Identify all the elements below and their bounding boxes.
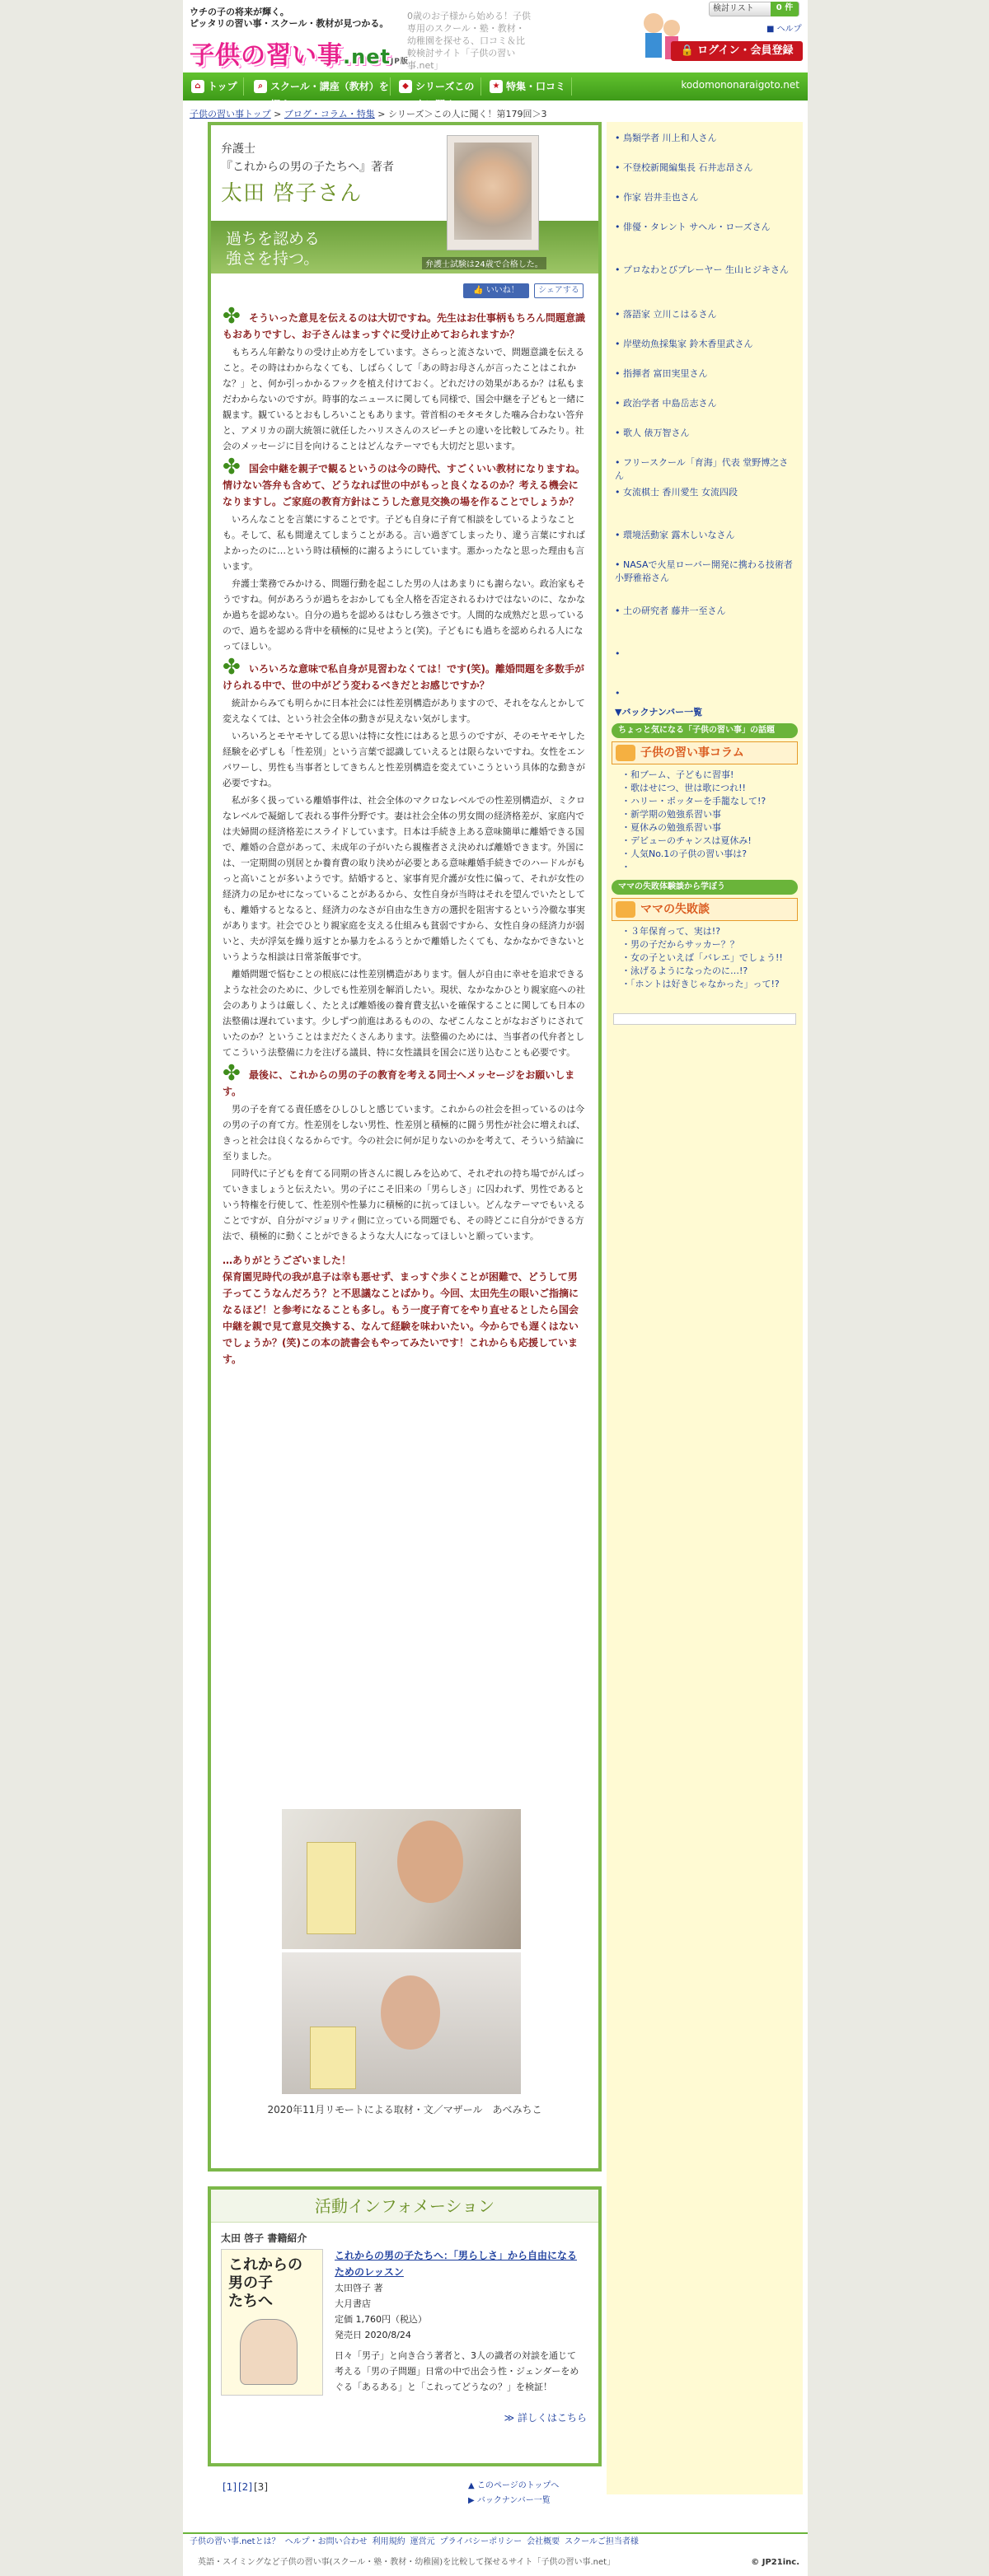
book-in-photo — [310, 2027, 356, 2089]
column-link[interactable]: ・ 新学期の勉強系習い事 — [621, 809, 794, 820]
column-link[interactable] — [621, 862, 794, 873]
mama-link[interactable]: ・ ３年保育って、実は!? — [621, 926, 794, 937]
question-3 — [223, 655, 587, 694]
book-cover-title — [228, 2256, 302, 2311]
help-label: ヘルプ — [776, 25, 802, 34]
nav-features[interactable] — [485, 77, 572, 96]
profile-name: 太田 啓子さん — [221, 181, 363, 206]
footer-description: 英語・スイミングなど子供の習い事(スクール・塾・教材・幼稚園)を比較して探せるサイト「子供の習い事.net」 — [198, 2558, 616, 2567]
sidebar-banner-slot — [613, 1013, 796, 1025]
cover-line: たちへ — [228, 2293, 273, 2310]
interview-photo-1 — [282, 1809, 521, 1949]
mama-icon — [616, 901, 635, 918]
sidebar-link[interactable]: • 作家 岩井圭也さん — [615, 191, 796, 204]
back-number-list-link[interactable]: ▼バックナンバー一覧 — [615, 707, 703, 718]
profile-photo-caption: 弁護士試験は24歳で合格した。 — [422, 257, 546, 269]
help-link[interactable] — [766, 21, 802, 34]
person-in-photo — [381, 1975, 440, 2050]
question-text: 最後に、これからの男の子の教育を考える同士へメッセージをお願いします。 — [223, 1069, 575, 1097]
photo-caption: 2020年11月リモートによる取材・文／マザール あべみちこ — [267, 2104, 542, 2115]
mama-link[interactable]: ・ 女の子といえば「バレエ」でしょう!! — [621, 952, 794, 964]
bookmark-label: 検討リスト — [713, 4, 754, 13]
column-title: 子供の習い事コラム — [640, 746, 744, 760]
thanks-paragraph: 保育園児時代の我が息子は幸も悪せず、まっすぐ歩くことが困難で、どうして男子ってこうなんだろう？と不思議なことばかり。今回、太田先生の眼いご指摘になるほど！と参考になることも多し。もう一度子育てをやり直せるとしたら国会中継を親で見て意見交換する、なんて経験を味わいたい。今からでも遅くはないでしょうか？(笑)この本の読書会もやってみたいです！これからも応援しています。 — [223, 1271, 579, 1365]
column-icon — [616, 745, 635, 761]
main-nav — [183, 72, 808, 110]
paragraph: いろいろとモヤモヤしてる思いは特に女性にはあると思うのですが、そのモヤモヤした経験を必ずしも「性差別」という言葉で認識していえるとは限らないですね。女性をエンパワーし、男性も当事者としてきちんと性差別構造を変えていこうという具体的な動きが必要ですね。 — [223, 731, 585, 788]
footer-link[interactable]: 子供の習い事.netとは？ — [190, 2537, 280, 2546]
footer-link[interactable]: ヘルプ・お問い合わせ — [284, 2537, 368, 2546]
book-intro-title: 太田 啓子 書籍紹介 — [221, 2232, 307, 2244]
profile-occupation: 弁護士 — [221, 143, 255, 156]
sidebar-link[interactable]: • 環境活動家 露木しいなさん — [615, 529, 796, 542]
column-link[interactable]: ・ ハリー・ポッターを手籠なして!? — [621, 796, 794, 807]
clover-icon: ✤ — [223, 655, 241, 680]
column-box[interactable] — [612, 741, 798, 764]
question-4 — [223, 1061, 587, 1100]
copyright: © JP21inc. — [751, 2558, 799, 2567]
profile-quote — [226, 229, 320, 269]
article-body — [223, 304, 587, 1367]
site-logo[interactable] — [190, 35, 409, 71]
paragraph: 私が多く扱っている離婚事件は、社会全体のマクロなレベルでの性差別構造が、ミクロなレベルで凝縮して表れる事件分野です。妻は社会全体の男女間の経済格差が、家庭内では夫婦間の経済格差にスライドしています。日本は手続き上ある意味簡単に離婚できる国で、離婚の合意があって、未成年の子がいたら親権者さえ決めれば離婚できます。外国には、一定期間の別居とか養育費の取り決めが必要とある意味離婚手続きでのハードルがもっと高いことが多いようです。結婚すると、家事育児介護が女性に偏って、それが女性の経済力の足かせになっていることがあるから、女性自身が当時はそれを望んでいたとしても、離婚するとなると、経済力のなさが自由な生き方の選択を阻害するという冷徹な事実があります。社会でひとり親家庭を支える仕組みも貧弱ですから、女性自身の経済力が弱いと、夫が浮気を繰り返すとか暴力をふるうとかで離婚したくても、なかなかできないというような相談は日常茶飯事です。 — [223, 795, 585, 962]
footer-link[interactable]: スクールご担当者様 — [565, 2537, 639, 2546]
article-box — [208, 122, 602, 2172]
thanks-line: …ありがとうございました！ — [223, 1255, 352, 1266]
book-info — [335, 2247, 582, 2395]
book-date: 発売日 2020/8/24 — [335, 2330, 411, 2340]
site-header — [183, 0, 808, 72]
question-2 — [223, 455, 587, 510]
mama-link[interactable]: ・ 泳げるようになったのに…!? — [621, 965, 786, 977]
footer-bottom — [183, 2552, 808, 2576]
paragraph: 男の子を育てる責任感をひしひしと感じています。これからの社会を担っているのは今の男の子の育て方。性差別をしない男性、性差別と積極的に闘う男性が社会に増えれば、きっと社会は良くなるからです。今の社会に何が足りないのかを考えて、そういう結論に至りました。 — [223, 1104, 585, 1162]
facebook-like-button[interactable] — [463, 283, 529, 298]
content-wrapper — [183, 0, 808, 2576]
arrow-right-icon: ▶ — [468, 2496, 475, 2505]
book-in-photo — [307, 1842, 356, 1934]
tagline-2: ピッタリの習い事・スクール・教材が見つかる。 — [190, 18, 389, 29]
interview-photos — [282, 1809, 521, 2094]
question-text: 国会中継を親子で観るというのは今の時代、すごくいい教材になりますね。情けない答弁も含めて、どうなれば世の中がもっと良くなるのか？考える機会になりますし。ご家庭の教育方針はこうした意見交換の場を作ることでしょうか？ — [223, 463, 586, 507]
login-label: ログイン・会員登録 — [697, 44, 794, 57]
nav-label: トップ — [208, 81, 237, 92]
sidebar-link[interactable]: • フリースクール「育海」代表 堂野博之さん — [615, 456, 796, 483]
header-description: 0歳のお子様から始める！子供専用のスクール・塾・教材・幼稚園を探せる、口コミ＆比較検討サイト「子供の習い事.net」 — [407, 11, 531, 71]
sidebar-link[interactable]: • 俳優・タレント サヘル・ローズさん — [615, 221, 796, 234]
lock-icon: 🔒 — [680, 44, 694, 57]
footer-link[interactable]: 利用規約 — [372, 2537, 405, 2546]
tagline-1: ウチの子の将来が輝く。 — [190, 7, 289, 17]
sidebar-link[interactable]: • 岸壁幼魚採集家 鈴木香里武さん — [615, 338, 796, 351]
sidebar-link[interactable]: • 政治学者 中島岳志さん — [615, 397, 796, 410]
mama-link[interactable]: ・ 「ホントは好きじゃなかった」って!? — [621, 979, 786, 990]
page-2-link[interactable]: [2] — [238, 2481, 252, 2493]
back-number-link[interactable] — [468, 2493, 551, 2505]
like-icon: 👍 — [473, 286, 484, 295]
profile-photo — [447, 135, 539, 250]
book-price: 定価 1,760円（税込） — [335, 2314, 427, 2325]
back-number-label: バックナンバー一覧 — [476, 2496, 551, 2505]
footer-link[interactable]: 会社概要 — [527, 2537, 560, 2546]
breadcrumb: 子供の習い事トップ > ブログ・コラム・特集 > シリーズ＞この人に聞く！第179回＞3 — [190, 109, 547, 119]
sidebar-link[interactable]: • NASAで火星ローバー開発に携わる技術者 小野雅裕さん — [615, 559, 796, 585]
column-link[interactable]: ・ 和ブーム、子どもに習事! — [621, 769, 794, 781]
sidebar-link[interactable]: • 歌人 俵万智さん — [615, 427, 796, 440]
activity-info-heading: 活動インフォメーション — [211, 2190, 598, 2223]
help-icon: ■ — [766, 25, 775, 34]
column-link[interactable]: ・ 歌はせにつ、世は歌につれ!! — [621, 783, 794, 794]
question-1 — [223, 304, 587, 343]
contact-email[interactable]: kodomononaraigoto.net — [681, 79, 799, 91]
sidebar-link[interactable]: • 土の研究者 藤井一至さん — [615, 605, 796, 618]
search-icon: ⌕ — [254, 80, 267, 93]
details-link[interactable]: ≫ 詳しくはこちら — [504, 2412, 587, 2424]
book-cover-illustration — [240, 2319, 298, 2385]
book-publisher: 大月書店 — [335, 2298, 371, 2309]
share-button[interactable]: シェアする — [534, 283, 584, 298]
paragraph: 弁護士業務でみかける、問題行動を起こした男の人はあまりにも謝らない。政治家もそうですね。何があろうが過ちをおかしても全人格を否定されるわけではないのに、なかなか過ちを認めない。自分の過ちを認めるはむしろ強さです。人間的な成熟だと思っているので、過ちを認める背中を積極的に見せようと(笑)。子どもにも過ちを認められる人になってほしい。 — [223, 578, 585, 652]
clover-icon: ✤ — [223, 1061, 241, 1086]
book-cover[interactable] — [221, 2249, 323, 2396]
column-link[interactable]: ・ 夏休みの勉強系習い事 — [621, 822, 794, 834]
mama-box[interactable] — [612, 898, 798, 921]
footer-link[interactable]: 運営元 — [410, 2537, 435, 2546]
arrow-up-icon: ▲ — [468, 2481, 475, 2490]
question-text: いろいろな意味で私自身が見習わなくては！です(笑)。離婚問題を多数手がけられる中で、世の中がどう変わるべきだとお感じですか？ — [223, 663, 584, 691]
paragraph: 離婚問題で悩むことの根底には性差別構造があります。個人が自由に幸せを追求できるような社会のために、少しでも性差別を解消したい。現状、なかなかひとり親家庭への社会のありようは厳しく、たとえば離婚後の養育費支払いを確保することに関しても日本の法整備は遅れています。少しずつ前進はあるものの、なぜこんなことがなおざりにされていたのか？ということはまだたくさんあります。法整備のためには、当事者の代弁者としてこういう法整備に力を注げる議員、特に女性議員を国会に送り込むことも必要です。 — [223, 969, 585, 1058]
book-author: 太田啓子 著 — [335, 2283, 383, 2293]
footer-links — [183, 2532, 808, 2550]
bookmark-list-button[interactable] — [709, 2, 799, 16]
home-icon: ⌂ — [191, 80, 204, 93]
sidebar — [607, 122, 803, 2494]
question-text: そういった意見を伝えるのは大切ですね。先生はお仕事柄もちろん問題意識もおありですし、お子さんはまっすぐに受け止めておられますか？ — [223, 312, 586, 340]
footer-link[interactable]: プライバシーポリシー — [439, 2537, 523, 2546]
clover-icon: ✤ — [223, 455, 241, 479]
column-link[interactable]: ・ デビューのチャンスは夏休み! — [621, 835, 794, 847]
logo-sub: JP版 — [390, 58, 409, 66]
cover-line: 男の子 — [228, 2274, 273, 2292]
paragraph: もちろん年齢なりの受け止め方をしています。さらっと流さないで、問題意識を伝えること。その時はわからなくても、しばらくして「あの時お母さんが言ったことはこれかな？」と、何か引っかかるフックを植え付けておく。どれだけの効果があるか？は私もまだわからないのですが。時事的なニュースに関しても同様で、国会中継を子どもと一緒に観ます。観ているとおもしろいこともあります。菅首相のモタモタした噛み合わない答弁と、アメリカの副大統領に就任したハリスさんのスピーチとの違いを比較してみたり。社会のメッセージに目を向けることはどんなテーマでも大切だと思います。 — [223, 347, 585, 451]
paragraph: 統計からみても明らかに日本社会には性差別構造がありますので、それをなんとかして変えなくては、という社会全体の動きが見えない気がします。 — [223, 698, 585, 724]
nav-search-school[interactable] — [249, 77, 391, 110]
nav-label: 特集・口コミ — [506, 81, 566, 92]
column-link[interactable]: ・ 人気No.1の子供の習い事は? — [621, 849, 794, 860]
nav-label: スクール・講座（教材）を探す — [270, 81, 389, 110]
sidebar-link[interactable]: • 女流棋士 香川愛生 女流四段 — [615, 486, 796, 499]
mama-section-header: ママの失敗体験談から学ぼう — [612, 880, 798, 895]
book-description: 日々「男子」と向き合う著者と、3人の識者の対談を通じて考える「男の子問題」日常の中で出会う性・ジェンダーをめぐる「あるある」と「これってどうなの？」を検証！ — [335, 2350, 579, 2392]
breadcrumb-home[interactable]: 子供の習い事トップ — [190, 109, 271, 119]
baby-photo — [454, 143, 532, 240]
book-title-link[interactable]: これからの男の子たちへ：「男らしさ」から自由になるためのレッスン — [335, 2250, 578, 2278]
quote-line-2: 強さを持つ。 — [226, 250, 320, 268]
quote-line-1: 過ちを認める — [226, 230, 321, 248]
paragraph: 同時代に子どもを育てる同期の皆さんに親しみを込めて、それぞれの持ち場でがんばっていきましょうと伝えたい。男の子にこそ旧来の「男らしさ」に囚われず、男性であるという特権を行使して、性差別や性暴力に積極的に抗ってほしい。どんなテーマでもいえることですが、自分がマジョリティ側に立っている問題でも、その時どこに自分ができる方法で、積極的に動くことができるような大人になってほしいと願っています。 — [223, 1168, 585, 1241]
nav-top[interactable] — [186, 77, 244, 96]
profile-book: 『これからの男の子たちへ』著者 — [221, 161, 394, 174]
person-in-photo — [397, 1821, 463, 1903]
mama-link[interactable]: ・ 男の子だからサッカー？？ — [621, 939, 794, 951]
page-top-label: このページのトップへ — [476, 2481, 560, 2490]
breadcrumb-blog[interactable]: ブログ・コラム・特集 — [284, 109, 375, 119]
sidebar-link[interactable]: • 不登校新聞編集長 石井志昂さん — [615, 161, 796, 175]
pagination — [223, 2481, 270, 2493]
logo-text: 子供の習い事 — [190, 41, 343, 70]
sidebar-link[interactable]: • 落語家 立川こはるさん — [615, 308, 796, 321]
nav-series[interactable] — [394, 77, 481, 110]
paragraph: いろんなことを言葉にすることです。子ども自身に子育て相談をしているようなことも。そして、私も間違えてしまうことがある。言い過ぎてしまったり、違う言葉にすればよかったのに…という時は積極的に謝るようにしています。悪かったなと思った理由も言います。 — [223, 514, 585, 572]
interview-photo-2 — [282, 1952, 521, 2094]
page-top-link[interactable] — [468, 2478, 559, 2490]
login-register-button[interactable] — [671, 41, 803, 61]
sidebar-link[interactable]: • プロなわとびプレーヤー 生山ヒジキさん — [615, 264, 796, 277]
page-1-link[interactable]: [1] — [223, 2481, 237, 2493]
column-section-header: ちょっと気になる「子供の習い事」の話題 — [612, 723, 798, 738]
series-icon: ◆ — [399, 80, 412, 93]
breadcrumb-current: シリーズ＞この人に聞く！第179回＞3 — [388, 109, 547, 119]
bookmark-count: 0 件 — [771, 2, 799, 16]
clover-icon: ✤ — [223, 304, 241, 329]
activity-info-box — [208, 2186, 602, 2466]
logo-net: .net — [343, 45, 391, 68]
sidebar-link[interactable] — [615, 687, 796, 700]
sidebar-link[interactable]: • 指揮者 富田実里さん — [615, 367, 796, 381]
nav-label: シリーズこの人に聞く — [415, 81, 475, 110]
sidebar-link[interactable]: • 鳥類学者 川上和人さん — [615, 132, 796, 145]
like-label: いいね！ — [485, 286, 519, 295]
page-3-current: [3] — [254, 2481, 268, 2493]
feature-icon: ★ — [490, 80, 503, 93]
sidebar-link[interactable] — [615, 648, 796, 661]
cover-line: これからの — [228, 2256, 302, 2274]
mama-title: ママの失敗談 — [640, 903, 710, 916]
